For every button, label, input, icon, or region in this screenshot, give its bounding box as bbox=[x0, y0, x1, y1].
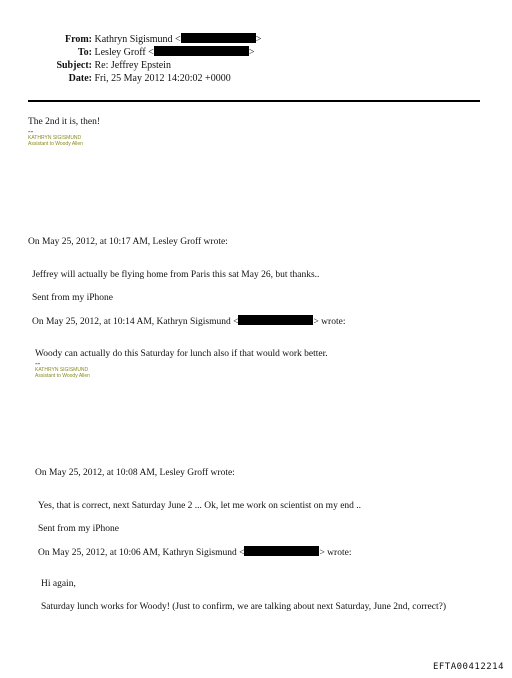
signature-name: KATHRYN SIGISMUND bbox=[28, 135, 82, 141]
signature-title: Assistant to Woody Allen bbox=[35, 373, 90, 379]
header-subject-row bbox=[20, 59, 261, 72]
quote2-header bbox=[32, 315, 345, 328]
to-tail: > bbox=[248, 47, 255, 58]
header-from-row bbox=[20, 33, 261, 46]
subject-value: Re: Jeffrey Epstein bbox=[94, 60, 171, 71]
quote1-sent-from: Sent from my iPhone bbox=[32, 293, 114, 303]
signature-dash: -- bbox=[35, 359, 41, 368]
redacted-block bbox=[181, 33, 256, 43]
quote3-header: On May 25, 2012, at 10:08 AM, Lesley Groff wrote: bbox=[35, 468, 235, 478]
subject-label: Subject: bbox=[56, 60, 92, 71]
quote3-sent-from: Sent from my iPhone bbox=[38, 524, 120, 534]
redacted-block bbox=[244, 546, 319, 556]
quote4-body: Saturday lunch works for Woody! (Just to confirm, we are talking about next Saturday, June 2nd, correct?) bbox=[41, 602, 446, 612]
from-value: Kathryn Sigismund < bbox=[94, 34, 181, 45]
redacted-block bbox=[154, 46, 249, 56]
reply-text: The 2nd it is, then! bbox=[28, 117, 101, 127]
from-label: From: bbox=[64, 34, 92, 45]
quote2-header-post: > wrote: bbox=[313, 317, 346, 327]
header-divider bbox=[28, 100, 480, 102]
quote2-header-pre: On May 25, 2012, at 10:14 AM, Kathryn Sigismund < bbox=[32, 317, 239, 327]
quote4-greeting: Hi again, bbox=[41, 579, 76, 589]
quote1-header: On May 25, 2012, at 10:17 AM, Lesley Groff wrote: bbox=[28, 237, 228, 247]
date-value: Fri, 25 May 2012 14:20:02 +0000 bbox=[94, 73, 231, 84]
from-tail: > bbox=[255, 34, 262, 45]
quote4-header-pre: On May 25, 2012, at 10:06 AM, Kathryn Sigismund < bbox=[38, 548, 245, 558]
quote3-body: Yes, that is correct, next Saturday June 2 ... Ok, let me work on scientist on my end .. bbox=[38, 501, 362, 511]
signature-dash: -- bbox=[28, 127, 34, 136]
quote2-body: Woody can actually do this Saturday for lunch also if that would work better. bbox=[35, 349, 328, 359]
quote4-header bbox=[38, 546, 351, 559]
date-label: Date: bbox=[68, 73, 92, 84]
signature-name: KATHRYN SIGISMUND bbox=[35, 367, 89, 373]
to-label: To: bbox=[77, 47, 92, 58]
quote1-body: Jeffrey will actually be flying home from Paris this sat May 26, but thanks.. bbox=[32, 270, 320, 280]
signature-title: Assistant to Woody Allen bbox=[28, 141, 83, 147]
redacted-block bbox=[238, 315, 313, 325]
document-id: EFTA00412214 bbox=[432, 662, 504, 672]
header-date-row bbox=[20, 72, 261, 85]
to-value: Lesley Groff < bbox=[94, 47, 154, 58]
email-header bbox=[20, 33, 261, 85]
quote4-header-post: > wrote: bbox=[319, 548, 352, 558]
header-to-row bbox=[20, 46, 261, 59]
